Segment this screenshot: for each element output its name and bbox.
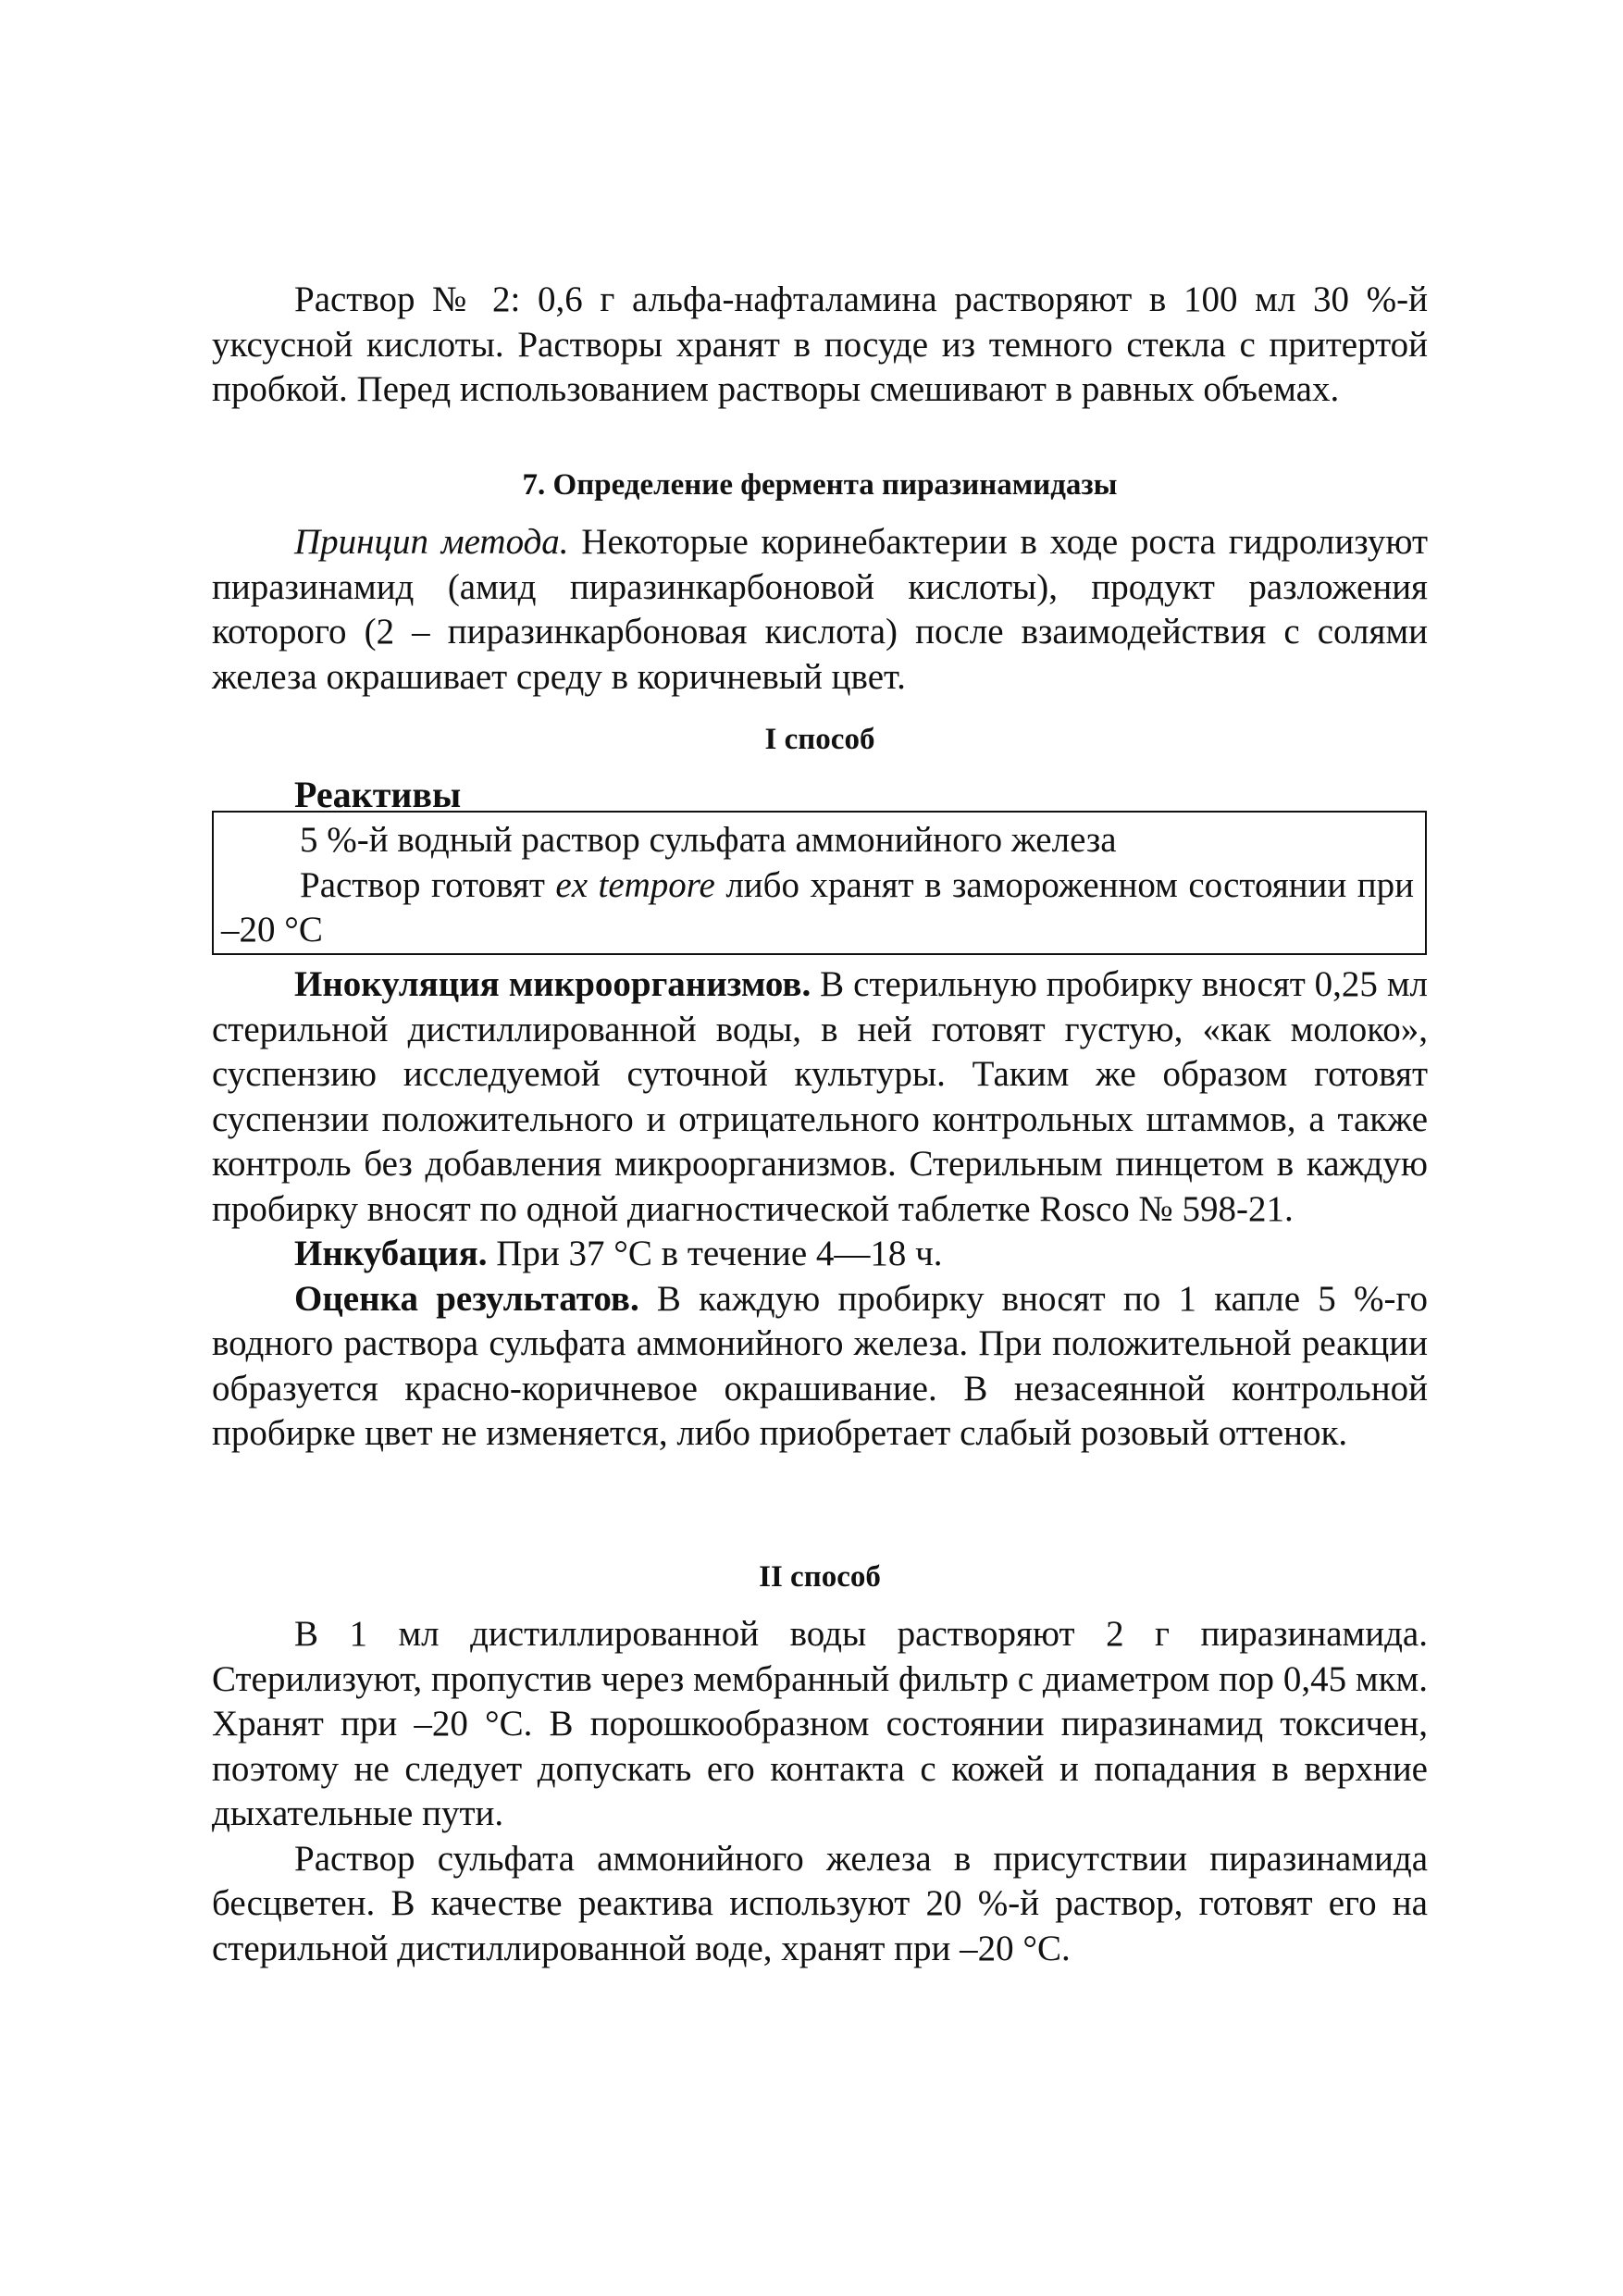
method2-paragraph-1: В 1 мл дистиллированной воды растворяют 2 г пиразинамида. Стерилизуют, пропустив через мембранный фильтр с диаметром пор 0,45 мкм. Хранят при –20 °С. В порошкообразном состоянии пиразинамид токсичен, поэтому не следует допускать его контакта с кожей и попадания в верхние дыхательные пути.	[212, 1614, 1428, 1833]
principle-text: Некоторые коринебактерии в ходе роста гидролизуют пиразинамид (амид пиразинкарбоновой кислоты), продукт разложения которого (2 – пиразинкарбоновая кислота) после взаимодействия с солями железа окрашивает среду в коричневый цвет.	[212, 522, 1428, 697]
inoculation-text: В стерильную пробирку вносят 0,25 мл стерильной дистиллированной воды, в ней готовят густую, «как молоко», суспензию исследуемой суточной культуры. Таким же образом готовят суспензии положительного и отрицательного контрольных штаммов, а также контроль без добавления микроорганизмов. Стерильным пинцетом в каждую пробирку вносят по одной диагностической таблетке Rosco № 598-21.	[212, 964, 1428, 1229]
incubation-paragraph	[212, 1232, 1428, 1277]
intro-paragraph: Раствор № 2: 0,6 г альфа-нафталамина растворяют в 100 мл 30 %-й уксусной кислоты. Растворы хранят в посуде из темного стекла с притертой пробкой. Перед использованием растворы смешивают в равных объемах.	[212, 279, 1428, 409]
method2-heading-block	[212, 1555, 1428, 1600]
section-7	[212, 463, 1428, 508]
inoculation-label: Инокуляция микроорганизмов.	[294, 964, 812, 1004]
principle-paragraph	[212, 520, 1428, 700]
method2-block	[212, 1612, 1428, 1971]
results-text: В каждую пробирку вносят по 1 капле 5 %-го водного раствора сульфата аммонийного железа. При положительной реакции образуется красно-коричневое окрашивание. В незасеянной контрольной пробирке цвет не изменяется, либо приобретает слабый розовый оттенок.	[212, 1278, 1428, 1453]
method2-paragraph-2: Раствор сульфата аммонийного железа в присутствии пиразинамида бесцветен. В качестве реактива используют 20 %-й раствор, готовят его на стерильной дистиллированной воде, хранят при –20 °С.	[212, 1838, 1428, 1968]
reagent-line-1: 5 %-й водный раствор сульфата аммонийного железа	[300, 820, 1117, 860]
results-label: Оценка результатов.	[294, 1278, 639, 1319]
reagents-box	[212, 811, 1427, 955]
principle-block	[212, 520, 1428, 700]
inoculation-block	[212, 962, 1428, 1457]
reagent-line-2-italic: ex tempore	[555, 864, 715, 905]
principle-label: Принцип метода.	[294, 522, 569, 562]
incubation-label: Инкубация.	[294, 1234, 488, 1273]
reagents-label: Реактивы	[294, 774, 462, 815]
reagent-line-2	[214, 863, 1421, 953]
method1-heading: I способ	[764, 723, 875, 756]
inoculation-paragraph	[212, 962, 1428, 1232]
reagent-line-2-b: либо хранят в замороженном состоянии при –20 °С	[221, 864, 1414, 949]
results-paragraph	[212, 1277, 1428, 1457]
reagent-line-2-a: Раствор готовят	[300, 864, 556, 905]
section-heading: 7. Определение фермента пиразинамидазы	[522, 468, 1118, 502]
method1-heading-block	[212, 717, 1428, 763]
incubation-text: При 37 °С в течение 4—18 ч.	[487, 1234, 943, 1273]
intro-block	[212, 278, 1428, 413]
method2-heading: II способ	[759, 1560, 881, 1594]
